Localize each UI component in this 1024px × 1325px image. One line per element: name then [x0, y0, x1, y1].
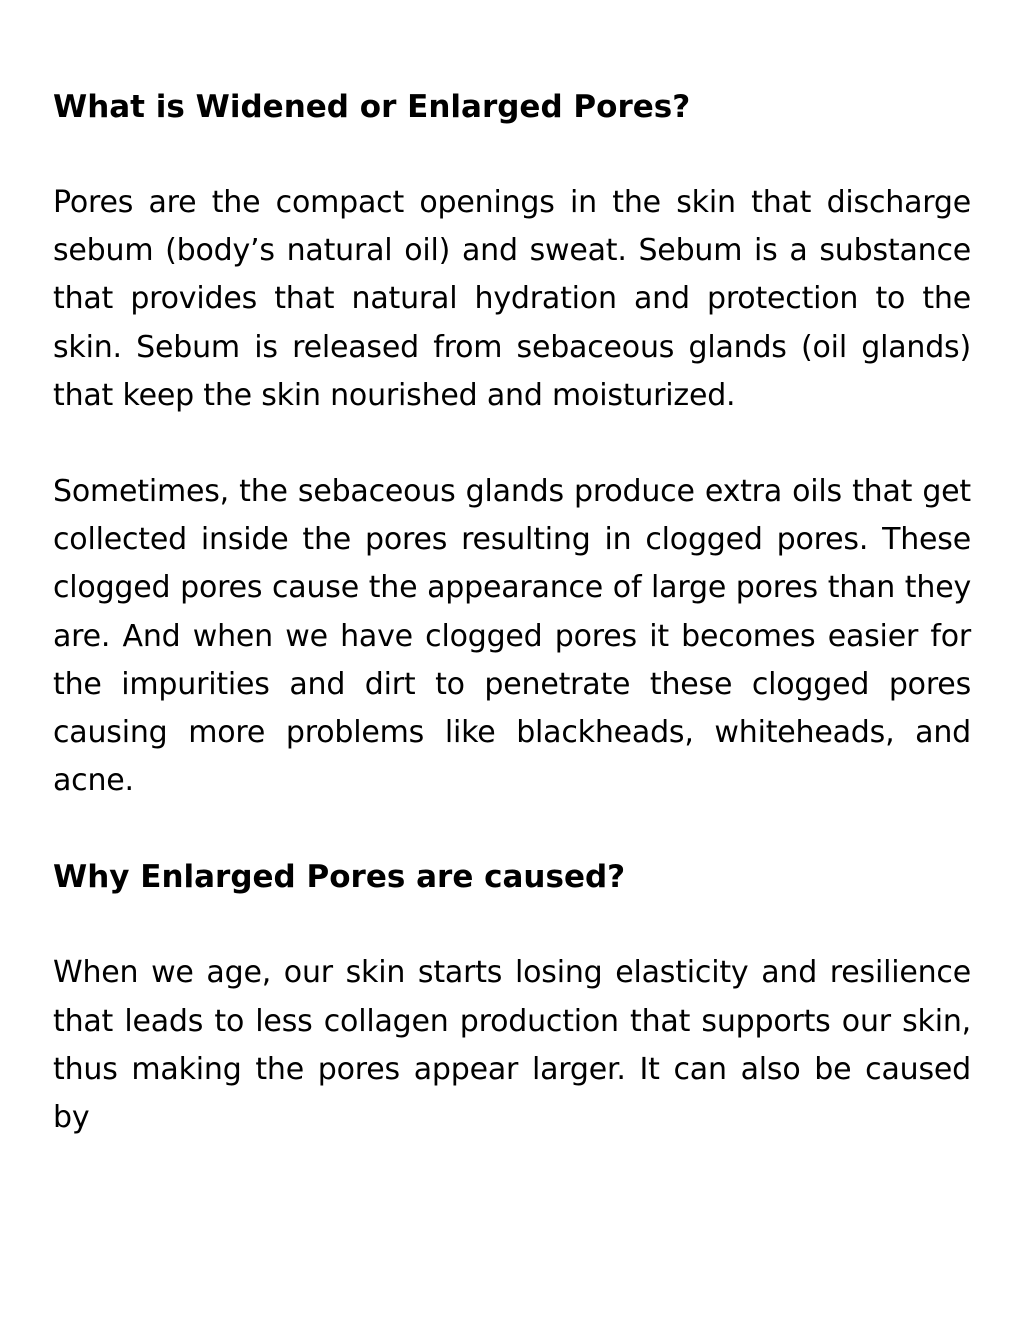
paragraph-clogged-pores: Sometimes, the sebaceous glands produce extra oils that get collected inside the pores resulting in clogged pores. These clogged pores cause the appearance of large pores than they are. And when we have clogged pores it becomes easier for the impurities and dirt to penetrate these clogged pores causing more problems like blackheads, whiteheads, and acne.: [53, 474, 971, 799]
spacer: [53, 901, 971, 949]
document-page: [53, 83, 971, 1142]
spacer: [53, 131, 971, 179]
section-heading-what-is: What is Widened or Enlarged Pores?: [53, 89, 691, 125]
section-heading-why-caused: Why Enlarged Pores are caused?: [53, 859, 626, 896]
paragraph-pores-definition: Pores are the compact openings in the skin that discharge sebum (body’s natural oil) and sweat. Sebum is a substance that provides that natural hydration and protection to the skin. Sebum is released from sebaceous glands (oil glands) that keep the skin nourished and moisturized.: [53, 185, 971, 413]
spacer: [53, 420, 971, 468]
spacer: [53, 805, 971, 853]
paragraph-aging-causes: When we age, our skin starts losing elasticity and resilience that leads to less collagen production that supports our skin, thus making the pores appear larger. It can also be caused by: [53, 955, 971, 1136]
